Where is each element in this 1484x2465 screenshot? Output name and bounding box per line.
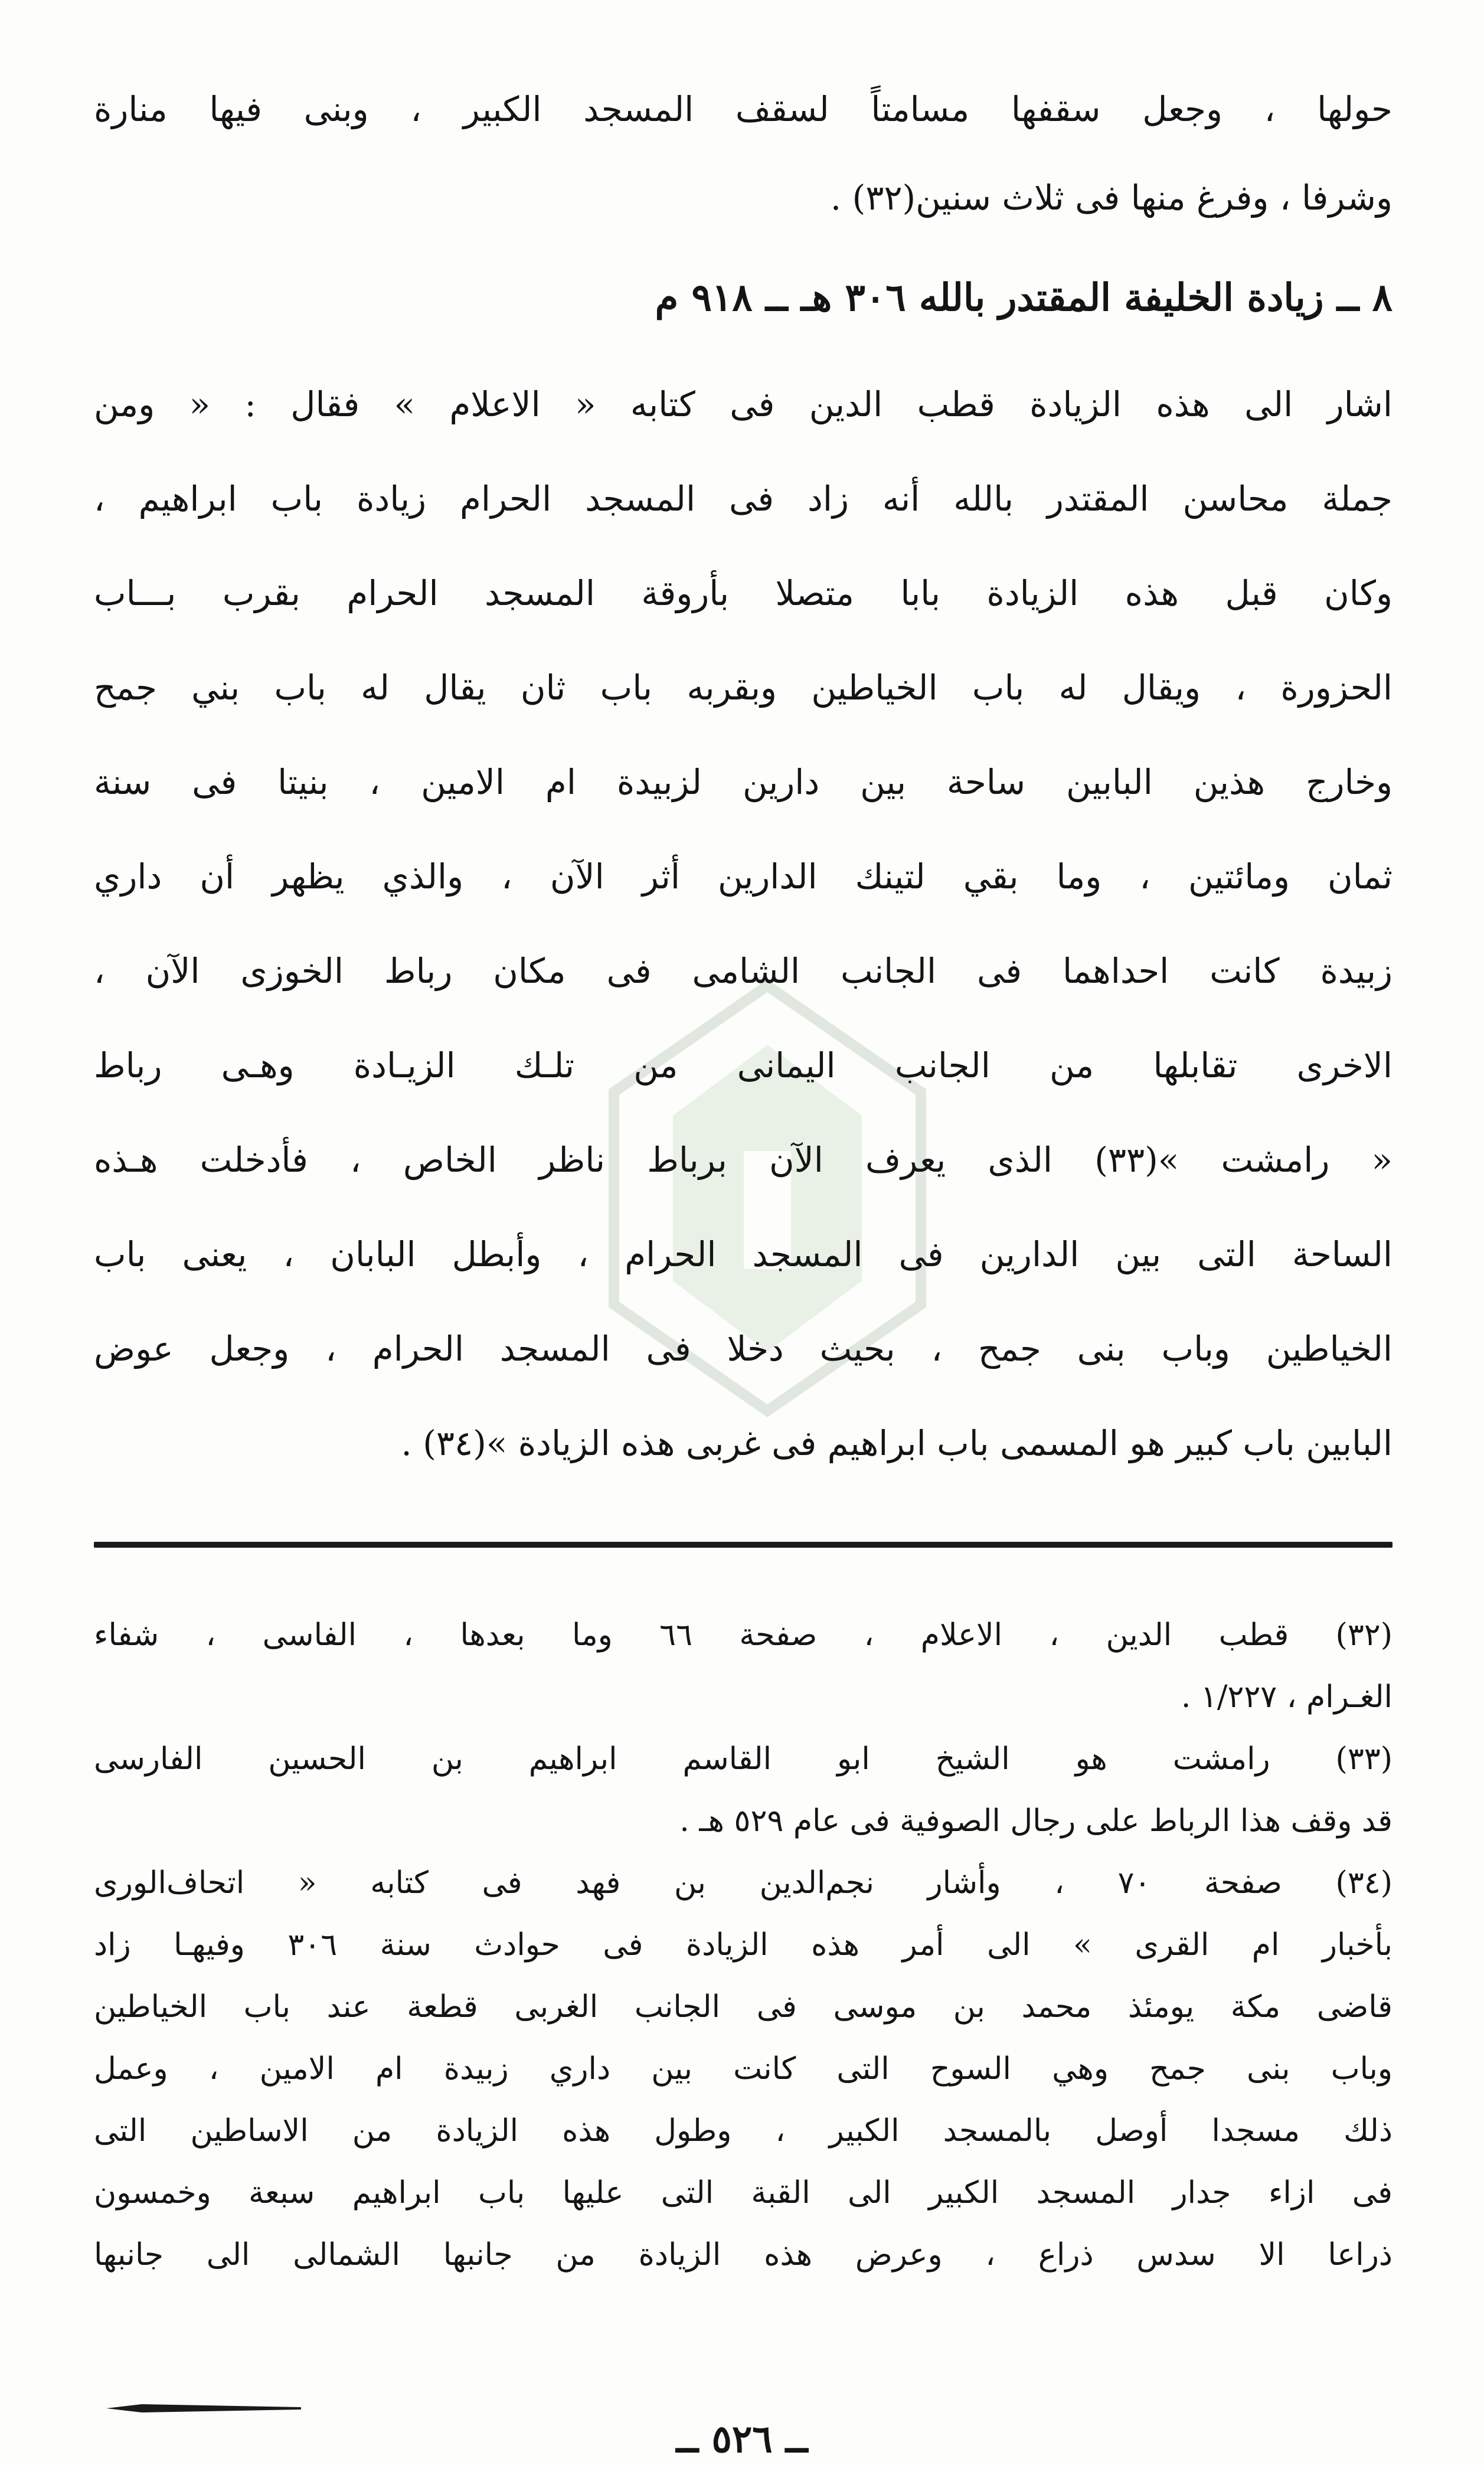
section-line-4: الحزورة ، ويقال له باب الخياطين وبقربه باب ثان يقال له باب بني جمح: [94, 668, 1393, 708]
footnote-line-10: فى ازاء جدار المسجد الكبير الى القبة التى عليها باب ابراهيم سبعة وخمسون: [94, 2175, 1393, 2211]
page-number: ــ ٥٢٦ ــ: [676, 2417, 808, 2461]
section-line-8: الاخرى تقابلها من الجانب اليمانى من تلـك الزيـادة وهـى رباط: [94, 1045, 1393, 1086]
section-line-3: وكان قبل هذه الزيادة بابا متصلا بأروقة المسجد الحرام بقرب بـــاب: [94, 573, 1393, 613]
footnote-line-2: الغـرام ، ١/٢٢٧ .: [1181, 1679, 1393, 1715]
section-heading: ٨ ــ زيادة الخليفة المقتدر بالله ٣٠٦ هـ ــ ٩١٨ م: [655, 276, 1393, 320]
footnote-line-7: قاضى مكة يومئذ محمد بن موسى فى الجانب الغربى قطعة عند باب الخياطين: [94, 1989, 1393, 2025]
footnote-line-9: ذلك مسجدا أوصل بالمسجد الكبير ، وطول هذه الزيادة من الاساطين التى: [94, 2113, 1393, 2149]
section-line-5: وخارج هذين البابين ساحة بين دارين لزبيدة ام الامين ، بنيتا فى سنة: [94, 762, 1393, 802]
section-line-7: زبيدة كانت احداهما فى الجانب الشامى فى مكان رباط الخوزى الآن ،: [94, 951, 1393, 991]
section-line-11: الخياطين وباب بنى جمح ، بحيث دخلا فى المسجد الحرام ، وجعل عوض: [94, 1329, 1393, 1369]
footnote-line-11: ذراعا الا سدس ذراع ، وعرض هذه الزيادة من جانبها الشمالى الى جانبها: [94, 2237, 1393, 2273]
footnote-line-5: (٣٤) صفحة ٧٠ ، وأشار نجم‌الدين بن فهد فى كتابه « اتحاف‌الورى: [94, 1865, 1393, 1901]
footnote-separator-rule: [94, 1542, 1393, 1548]
section-line-10: الساحة التى بين الدارين فى المسجد الحرام ، وأبطل البابان ، يعنى باب: [94, 1234, 1393, 1274]
section-line-9: « رامشت »(٣٣) الذى يعرف الآن برباط ناظر الخاص ، فأدخلت هـذه: [94, 1140, 1393, 1180]
section-line-6: ثمان ومائتين ، وما بقي لتينك الدارين أثر الآن ، والذي يظهر أن داري: [94, 856, 1393, 897]
section-line-1: اشار الى هذه الزيادة قطب الدين فى كتابه « الاعلام » فقال : « ومن: [94, 384, 1393, 424]
footnote-line-8: وباب بنى جمح وهي السوح التى كانت بين داري زبيدة ام الامين ، وعمل: [94, 2051, 1393, 2087]
footnote-line-1: (٣٢) قطب الدين ، الاعلام ، صفحة ٦٦ وما بعدها ، الفاسى ، شفاء: [94, 1617, 1393, 1653]
footnote-line-6: بأخبار ام القرى » الى أمر هذه الزيادة فى حوادث سنة ٣٠٦ وفيهـا زاد: [94, 1927, 1393, 1963]
body-line-2: وشرفا ، وفرغ منها فى ثلاث سنين(٣٢) .: [830, 178, 1393, 218]
section-line-2: جملة محاسن المقتدر بالله أنه زاد فى المسجد الحرام زيادة باب ابراهيم ،: [94, 479, 1393, 519]
continuation-dash-icon: [106, 2402, 301, 2414]
footnote-line-4: قد وقف هذا الرباط على رجال الصوفية فى عام ٥٢٩ هـ .: [679, 1803, 1393, 1839]
section-line-12: البابين باب كبير هو المسمى باب ابراهيم فى غربى هذه الزيادة »(٣٤) .: [401, 1423, 1393, 1463]
body-line-1: حولها ، وجعل سقفها مسامتاً لسقف المسجد الكبير ، وبنى فيها منارة: [94, 89, 1393, 129]
footnote-line-3: (٣٣) رامشت هو الشيخ ابو القاسم ابراهيم بن الحسين الفارسى: [94, 1741, 1393, 1777]
